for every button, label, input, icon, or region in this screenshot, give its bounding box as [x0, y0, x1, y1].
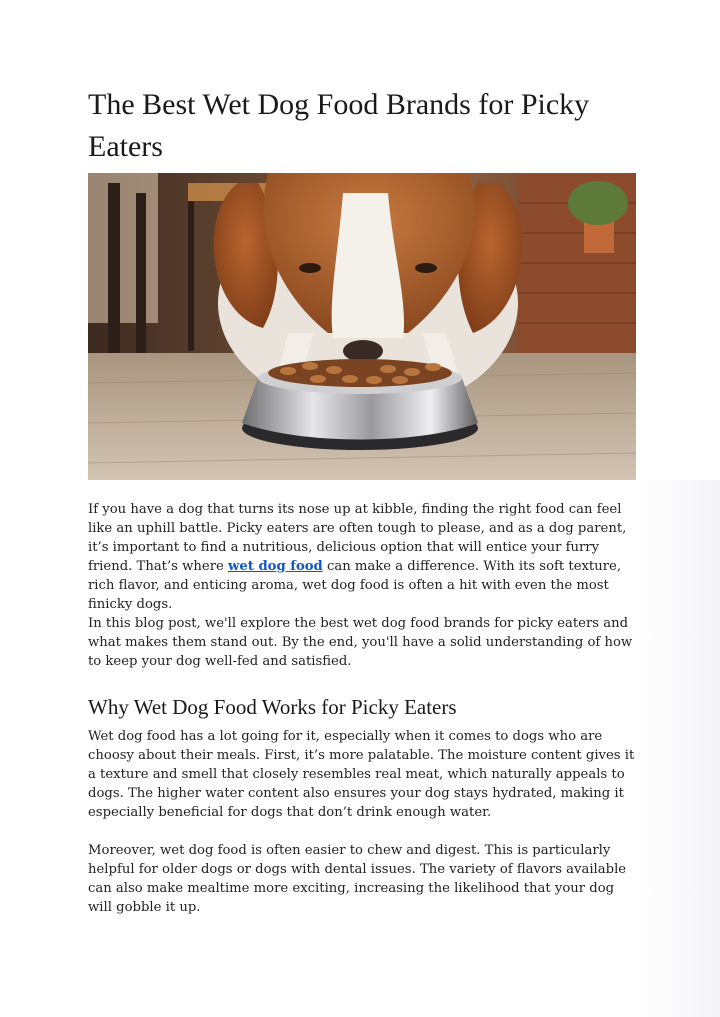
digestion-paragraph: Moreover, wet dog food is often easier to chew and digest. This is particularly helpful for older dogs or dogs with dental issues. The variety of flavors available can also make mealtime more exciting, increasing the likelihood that your dog will gobble it up. — [88, 843, 627, 915]
beagle-eating-illustration — [88, 173, 636, 480]
overview-paragraph: In this blog post, we'll explore the best wet dog food brands for picky eaters and what makes them stand out. By the end, you'll have a solid understanding of how to keep your dog well-fed and satisfied. — [88, 616, 633, 669]
intro-paragraph — [88, 500, 636, 614]
section-heading: Why Wet Dog Food Works for Picky Eaters — [88, 695, 457, 719]
intro-text-before-link: If you have a dog that turns its nose up at kibble, finding the right food can feel like an uphill battle. Picky eaters are often tough to please, and as a dog parent, it’s important to find a nutritious, delicious option that will entice your furry friend. That’s where — [88, 502, 627, 574]
palatability-paragraph: Wet dog food has a lot going for it, especially when it comes to dogs who are choosy about their meals. First, it’s more palatable. The moisture content gives it a texture and smell that closely resembles real meat, which naturally appeals to dogs. The higher water content also ensures your dog stays hydrated, making it especially beneficial for dogs that don’t drink enough water. — [88, 729, 635, 820]
intro-text-after-link: can make a difference. With its soft texture, rich flavor, and enticing aroma, wet dog food is often a hit with even the most finicky dogs. — [88, 559, 622, 612]
wet-dog-food-link[interactable]: wet dog food — [228, 559, 323, 574]
hero-image — [88, 173, 636, 480]
article-title: The Best Wet Dog Food Brands for Picky Eaters — [88, 88, 590, 163]
page-edge-shade — [636, 480, 720, 1017]
